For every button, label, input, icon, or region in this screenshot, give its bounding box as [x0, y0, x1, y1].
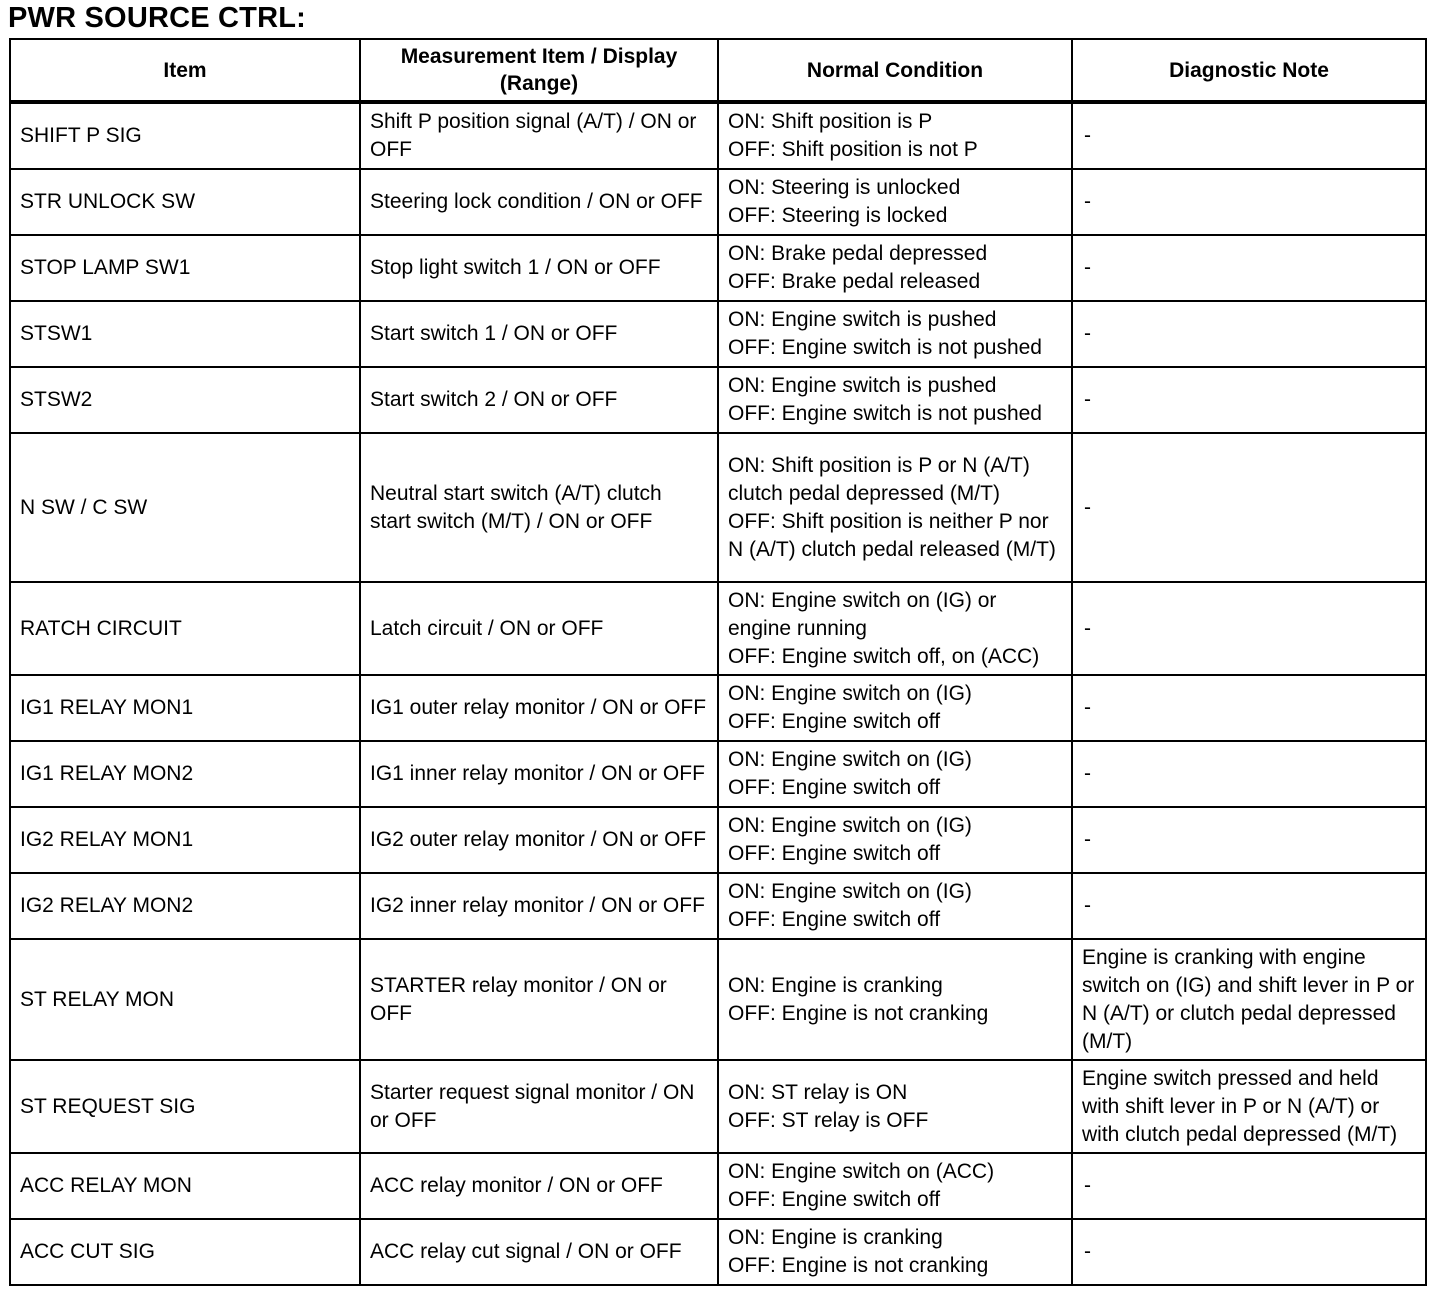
table-row [10, 1153, 1426, 1219]
cell-normal-condition: ON: Engine is cranking OFF: Engine is not cranking [718, 1219, 1072, 1285]
cell-measurement: Steering lock condition / ON or OFF [360, 169, 718, 235]
cell-measurement: ACC relay cut signal / ON or OFF [360, 1219, 718, 1285]
table-row [10, 741, 1426, 807]
cell-measurement: Latch circuit / ON or OFF [360, 582, 718, 675]
table-header-row [10, 39, 1426, 102]
cell-normal-condition: ON: Engine switch on (IG) or engine running OFF: Engine switch off, on (ACC) [718, 582, 1072, 675]
table-row [10, 582, 1426, 675]
header-normal-condition: Normal Condition [718, 39, 1072, 102]
table-row [10, 1219, 1426, 1285]
table-row [10, 873, 1426, 939]
cell-normal-condition: ON: Brake pedal depressed OFF: Brake pedal released [718, 235, 1072, 301]
cell-normal-condition: ON: Engine switch on (IG) OFF: Engine switch off [718, 741, 1072, 807]
table-row [10, 675, 1426, 741]
cell-measurement: Start switch 1 / ON or OFF [360, 301, 718, 367]
cell-normal-condition: ON: Engine switch on (IG) OFF: Engine switch off [718, 675, 1072, 741]
cell-normal-condition: ON: Engine switch on (ACC) OFF: Engine switch off [718, 1153, 1072, 1219]
cell-diagnostic-note: Engine is cranking with engine switch on (IG) and shift lever in P or N (A/T) or clutch pedal depressed (M/T) [1072, 939, 1426, 1060]
cell-diagnostic-note: - [1072, 582, 1426, 675]
cell-measurement: STARTER relay monitor / ON or OFF [360, 939, 718, 1060]
cell-item: RATCH CIRCUIT [10, 582, 360, 675]
cell-normal-condition: ON: Engine is cranking OFF: Engine is not cranking [718, 939, 1072, 1060]
cell-measurement: IG2 inner relay monitor / ON or OFF [360, 873, 718, 939]
data-list-table [9, 38, 1427, 1286]
cell-normal-condition: ON: ST relay is ON OFF: ST relay is OFF [718, 1060, 1072, 1153]
cell-diagnostic-note: - [1072, 873, 1426, 939]
cell-measurement: IG2 outer relay monitor / ON or OFF [360, 807, 718, 873]
cell-item: ST RELAY MON [10, 939, 360, 1060]
cell-diagnostic-note: Engine switch pressed and held with shift lever in P or N (A/T) or with clutch pedal depressed (M/T) [1072, 1060, 1426, 1153]
table-row [10, 939, 1426, 1060]
cell-diagnostic-note: - [1072, 367, 1426, 433]
cell-diagnostic-note: - [1072, 741, 1426, 807]
cell-item: N SW / C SW [10, 433, 360, 582]
cell-normal-condition: ON: Shift position is P or N (A/T) clutch pedal depressed (M/T) OFF: Shift position is neither P nor N (A/T) clutch pedal released (M/T) [718, 433, 1072, 582]
cell-item: STOP LAMP SW1 [10, 235, 360, 301]
header-measurement: Measurement Item / Display (Range) [360, 39, 718, 102]
cell-diagnostic-note: - [1072, 235, 1426, 301]
table-row [10, 433, 1426, 582]
cell-normal-condition: ON: Engine switch is pushed OFF: Engine switch is not pushed [718, 367, 1072, 433]
header-diagnostic-note: Diagnostic Note [1072, 39, 1426, 102]
table-row [10, 235, 1426, 301]
cell-item: STSW2 [10, 367, 360, 433]
cell-item: IG1 RELAY MON2 [10, 741, 360, 807]
cell-item: STR UNLOCK SW [10, 169, 360, 235]
cell-measurement: Shift P position signal (A/T) / ON or OFF [360, 102, 718, 169]
cell-item: IG2 RELAY MON1 [10, 807, 360, 873]
cell-item: IG2 RELAY MON2 [10, 873, 360, 939]
cell-item: SHIFT P SIG [10, 102, 360, 169]
cell-item: ACC CUT SIG [10, 1219, 360, 1285]
table-row [10, 169, 1426, 235]
table-row [10, 301, 1426, 367]
page-title: PWR SOURCE CTRL: [8, 2, 307, 34]
cell-item: IG1 RELAY MON1 [10, 675, 360, 741]
cell-normal-condition: ON: Shift position is P OFF: Shift position is not P [718, 102, 1072, 169]
cell-normal-condition: ON: Steering is unlocked OFF: Steering is locked [718, 169, 1072, 235]
cell-measurement: Starter request signal monitor / ON or OFF [360, 1060, 718, 1153]
table-row [10, 367, 1426, 433]
cell-measurement: IG1 inner relay monitor / ON or OFF [360, 741, 718, 807]
cell-diagnostic-note: - [1072, 1219, 1426, 1285]
table-row [10, 1060, 1426, 1153]
cell-diagnostic-note: - [1072, 1153, 1426, 1219]
cell-measurement: ACC relay monitor / ON or OFF [360, 1153, 718, 1219]
cell-measurement: Stop light switch 1 / ON or OFF [360, 235, 718, 301]
cell-item: ST REQUEST SIG [10, 1060, 360, 1153]
cell-item: ACC RELAY MON [10, 1153, 360, 1219]
cell-diagnostic-note: - [1072, 301, 1426, 367]
cell-diagnostic-note: - [1072, 433, 1426, 582]
cell-diagnostic-note: - [1072, 807, 1426, 873]
cell-measurement: Neutral start switch (A/T) clutch start switch (M/T) / ON or OFF [360, 433, 718, 582]
cell-measurement: IG1 outer relay monitor / ON or OFF [360, 675, 718, 741]
table-row [10, 807, 1426, 873]
cell-measurement: Start switch 2 / ON or OFF [360, 367, 718, 433]
cell-normal-condition: ON: Engine switch on (IG) OFF: Engine switch off [718, 873, 1072, 939]
cell-normal-condition: ON: Engine switch on (IG) OFF: Engine switch off [718, 807, 1072, 873]
cell-diagnostic-note: - [1072, 169, 1426, 235]
table-row [10, 102, 1426, 169]
cell-diagnostic-note: - [1072, 675, 1426, 741]
cell-normal-condition: ON: Engine switch is pushed OFF: Engine switch is not pushed [718, 301, 1072, 367]
header-item: Item [10, 39, 360, 102]
cell-item: STSW1 [10, 301, 360, 367]
cell-diagnostic-note: - [1072, 102, 1426, 169]
